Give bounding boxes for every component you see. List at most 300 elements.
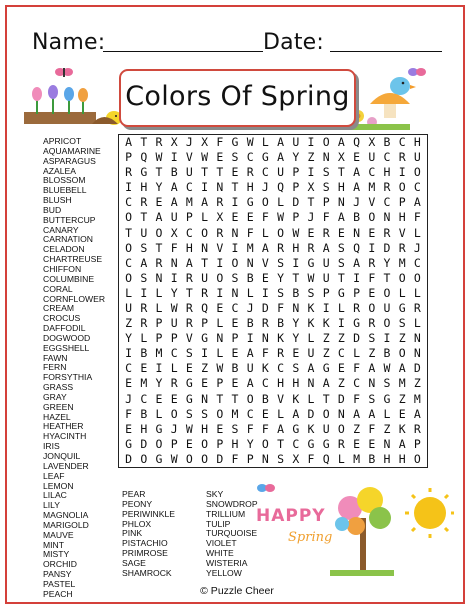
grid-letter[interactable]: N [292, 300, 300, 315]
grid-letter[interactable]: A [277, 421, 285, 436]
grid-letter[interactable]: T [231, 391, 239, 406]
grid-letter[interactable]: A [368, 406, 376, 421]
grid-letter[interactable]: A [185, 255, 193, 270]
grid-letter[interactable]: L [155, 406, 163, 421]
grid-letter[interactable]: O [125, 270, 133, 285]
grid-letter[interactable]: L [140, 331, 148, 346]
grid-letter[interactable]: Z [307, 150, 315, 165]
grid-letter[interactable]: G [140, 165, 148, 180]
grid-letter[interactable]: G [353, 316, 361, 331]
grid-letter[interactable]: F [353, 391, 361, 406]
grid-letter[interactable]: N [337, 406, 345, 421]
grid-letter[interactable]: M [413, 391, 421, 406]
grid-letter[interactable]: L [413, 225, 421, 240]
grid-letter[interactable]: L [216, 346, 224, 361]
grid-letter[interactable]: M [353, 451, 361, 466]
grid-letter[interactable]: N [383, 436, 391, 451]
grid-letter[interactable]: I [201, 346, 209, 361]
grid-letter[interactable]: A [246, 376, 254, 391]
grid-letter[interactable]: S [337, 240, 345, 255]
grid-letter[interactable]: O [261, 195, 269, 210]
grid-letter[interactable]: W [292, 225, 300, 240]
grid-letter[interactable]: V [398, 225, 406, 240]
grid-letter[interactable]: S [140, 270, 148, 285]
grid-letter[interactable]: G [261, 150, 269, 165]
grid-letter[interactable]: S [277, 255, 285, 270]
grid-letter[interactable]: Z [322, 331, 330, 346]
grid-letter[interactable]: A [353, 255, 361, 270]
grid-letter[interactable]: P [322, 285, 330, 300]
grid-letter[interactable]: J [170, 421, 178, 436]
grid-letter[interactable]: E [337, 225, 345, 240]
grid-letter[interactable]: S [322, 180, 330, 195]
grid-letter[interactable]: E [261, 406, 269, 421]
grid-letter[interactable]: O [413, 451, 421, 466]
grid-letter[interactable]: E [125, 376, 133, 391]
grid-letter[interactable]: T [337, 165, 345, 180]
grid-letter[interactable]: R [140, 300, 148, 315]
grid-letter[interactable]: S [368, 391, 376, 406]
grid-letter[interactable]: H [337, 180, 345, 195]
grid-letter[interactable]: E [353, 436, 361, 451]
grid-letter[interactable]: L [413, 316, 421, 331]
grid-letter[interactable]: E [216, 421, 224, 436]
grid-letter[interactable]: T [307, 195, 315, 210]
grid-letter[interactable]: R [201, 285, 209, 300]
grid-letter[interactable]: S [307, 285, 315, 300]
grid-letter[interactable]: O [368, 300, 376, 315]
grid-letter[interactable]: R [277, 346, 285, 361]
grid-letter[interactable]: U [383, 300, 391, 315]
grid-letter[interactable]: O [185, 451, 193, 466]
grid-letter[interactable]: N [322, 150, 330, 165]
grid-letter[interactable]: P [155, 331, 163, 346]
grid-letter[interactable]: K [307, 300, 315, 315]
grid-letter[interactable]: G [246, 195, 254, 210]
grid-letter[interactable]: A [125, 135, 133, 149]
grid-letter[interactable]: O [398, 270, 406, 285]
grid-letter[interactable]: H [398, 451, 406, 466]
grid-letter[interactable]: K [322, 316, 330, 331]
grid-letter[interactable]: O [413, 165, 421, 180]
grid-letter[interactable]: O [155, 436, 163, 451]
grid-letter[interactable]: R [368, 316, 376, 331]
grid-letter[interactable]: E [261, 270, 269, 285]
grid-letter[interactable]: S [185, 406, 193, 421]
grid-letter[interactable]: D [125, 451, 133, 466]
grid-letter[interactable]: S [368, 331, 376, 346]
grid-letter[interactable]: K [292, 391, 300, 406]
grid-letter[interactable]: H [277, 376, 285, 391]
grid-letter[interactable]: A [277, 135, 285, 149]
grid-letter[interactable]: I [292, 255, 300, 270]
grid-letter[interactable]: V [368, 195, 376, 210]
grid-letter[interactable]: U [322, 270, 330, 285]
grid-letter[interactable]: I [322, 300, 330, 315]
grid-letter[interactable]: G [185, 376, 193, 391]
grid-letter[interactable]: Z [125, 316, 133, 331]
grid-letter[interactable]: C [383, 195, 391, 210]
grid-letter[interactable]: L [125, 285, 133, 300]
grid-letter[interactable]: O [368, 210, 376, 225]
grid-letter[interactable]: Q [322, 451, 330, 466]
grid-letter[interactable]: C [170, 346, 178, 361]
grid-letter[interactable]: H [292, 376, 300, 391]
grid-letter[interactable]: H [292, 240, 300, 255]
grid-letter[interactable]: H [201, 421, 209, 436]
grid-letter[interactable]: L [398, 285, 406, 300]
grid-letter[interactable]: T [140, 210, 148, 225]
grid-letter[interactable]: G [155, 421, 163, 436]
grid-letter[interactable]: B [261, 391, 269, 406]
grid-letter[interactable]: H [398, 210, 406, 225]
grid-letter[interactable]: O [322, 406, 330, 421]
grid-letter[interactable]: F [261, 421, 269, 436]
grid-letter[interactable]: A [353, 180, 361, 195]
grid-letter[interactable]: K [261, 361, 269, 376]
grid-letter[interactable]: R [185, 316, 193, 331]
grid-letter[interactable]: L [337, 300, 345, 315]
grid-letter[interactable]: F [231, 451, 239, 466]
grid-letter[interactable]: O [398, 346, 406, 361]
grid-letter[interactable]: T [125, 225, 133, 240]
grid-letter[interactable]: G [292, 421, 300, 436]
grid-letter[interactable]: E [368, 436, 376, 451]
grid-letter[interactable]: C [231, 300, 239, 315]
grid-letter[interactable]: F [277, 300, 285, 315]
grid-letter[interactable]: O [383, 316, 391, 331]
grid-letter[interactable]: L [246, 285, 254, 300]
grid-letter[interactable]: N [337, 195, 345, 210]
grid-letter[interactable]: V [185, 150, 193, 165]
grid-letter[interactable]: H [140, 180, 148, 195]
grid-letter[interactable]: X [307, 180, 315, 195]
grid-letter[interactable]: D [216, 451, 224, 466]
grid-letter[interactable]: Q [277, 180, 285, 195]
grid-letter[interactable]: A [170, 180, 178, 195]
grid-letter[interactable]: H [246, 180, 254, 195]
grid-letter[interactable]: P [170, 331, 178, 346]
grid-letter[interactable]: U [368, 150, 376, 165]
grid-letter[interactable]: B [231, 361, 239, 376]
grid-letter[interactable]: C [353, 376, 361, 391]
grid-letter[interactable]: I [125, 180, 133, 195]
grid-letter[interactable]: T [201, 255, 209, 270]
grid-letter[interactable]: W [170, 300, 178, 315]
grid-letter[interactable]: Z [398, 391, 406, 406]
grid-letter[interactable]: D [292, 195, 300, 210]
grid-letter[interactable]: B [292, 285, 300, 300]
grid-letter[interactable]: X [170, 135, 178, 149]
grid-letter[interactable]: X [368, 135, 376, 149]
grid-letter[interactable]: P [322, 195, 330, 210]
grid-letter[interactable]: J [246, 300, 254, 315]
grid-letter[interactable]: R [140, 195, 148, 210]
grid-letter[interactable]: T [216, 391, 224, 406]
grid-letter[interactable]: W [216, 361, 224, 376]
grid-letter[interactable]: E [216, 150, 224, 165]
grid-letter[interactable]: T [337, 270, 345, 285]
grid-letter[interactable]: Y [383, 255, 391, 270]
grid-letter[interactable]: R [277, 240, 285, 255]
grid-letter[interactable]: F [125, 406, 133, 421]
grid-letter[interactable]: C [185, 180, 193, 195]
grid-letter[interactable]: P [216, 436, 224, 451]
grid-letter[interactable]: G [398, 300, 406, 315]
grid-letter[interactable]: E [140, 361, 148, 376]
grid-letter[interactable]: E [185, 436, 193, 451]
grid-letter[interactable]: N [231, 225, 239, 240]
grid-letter[interactable]: K [307, 316, 315, 331]
grid-letter[interactable]: F [216, 135, 224, 149]
grid-letter[interactable]: W [185, 421, 193, 436]
grid-letter[interactable]: R [155, 255, 163, 270]
grid-letter[interactable]: S [277, 451, 285, 466]
grid-letter[interactable]: A [201, 195, 209, 210]
grid-letter[interactable]: P [231, 331, 239, 346]
grid-letter[interactable]: A [246, 346, 254, 361]
grid-letter[interactable]: C [140, 391, 148, 406]
grid-letter[interactable]: A [322, 240, 330, 255]
grid-letter[interactable]: I [201, 180, 209, 195]
grid-letter[interactable]: E [231, 165, 239, 180]
grid-letter[interactable]: P [292, 210, 300, 225]
grid-letter[interactable]: T [140, 135, 148, 149]
grid-letter[interactable]: F [246, 421, 254, 436]
grid-letter[interactable]: A [398, 436, 406, 451]
grid-letter[interactable]: A [277, 150, 285, 165]
grid-letter[interactable]: G [125, 436, 133, 451]
grid-letter[interactable]: E [170, 391, 178, 406]
grid-letter[interactable]: M [185, 195, 193, 210]
grid-letter[interactable]: R [246, 165, 254, 180]
grid-letter[interactable]: C [383, 150, 391, 165]
grid-letter[interactable]: E [155, 391, 163, 406]
grid-letter[interactable]: C [413, 255, 421, 270]
grid-letter[interactable]: J [307, 210, 315, 225]
grid-letter[interactable]: K [277, 331, 285, 346]
grid-letter[interactable]: O [413, 270, 421, 285]
grid-letter[interactable]: H [185, 240, 193, 255]
grid-letter[interactable]: N [261, 331, 269, 346]
grid-letter[interactable]: D [140, 436, 148, 451]
grid-letter[interactable]: P [353, 285, 361, 300]
grid-letter[interactable]: R [216, 195, 224, 210]
grid-letter[interactable]: V [216, 240, 224, 255]
grid-letter[interactable]: T [383, 270, 391, 285]
grid-letter[interactable]: G [307, 255, 315, 270]
grid-letter[interactable]: N [201, 391, 209, 406]
grid-letter[interactable]: F [170, 240, 178, 255]
grid-letter[interactable]: D [337, 391, 345, 406]
grid-letter[interactable]: O [277, 225, 285, 240]
grid-letter[interactable]: C [246, 406, 254, 421]
grid-letter[interactable]: I [337, 316, 345, 331]
grid-letter[interactable]: A [140, 255, 148, 270]
grid-letter[interactable]: A [155, 210, 163, 225]
grid-letter[interactable]: D [413, 361, 421, 376]
grid-letter[interactable]: H [231, 436, 239, 451]
grid-letter[interactable]: Z [368, 346, 376, 361]
grid-letter[interactable]: T [201, 165, 209, 180]
grid-letter[interactable]: X [201, 135, 209, 149]
grid-letter[interactable]: G [322, 361, 330, 376]
grid-letter[interactable]: Y [170, 285, 178, 300]
grid-letter[interactable]: W [277, 210, 285, 225]
grid-letter[interactable]: S [322, 165, 330, 180]
grid-letter[interactable]: T [185, 285, 193, 300]
grid-letter[interactable]: P [185, 210, 193, 225]
grid-letter[interactable]: Q [140, 150, 148, 165]
grid-letter[interactable]: R [413, 300, 421, 315]
grid-letter[interactable]: U [170, 210, 178, 225]
grid-letter[interactable]: Y [155, 180, 163, 195]
grid-letter[interactable]: N [383, 210, 391, 225]
grid-letter[interactable]: Q [353, 135, 361, 149]
grid-letter[interactable]: G [337, 285, 345, 300]
grid-letter[interactable]: I [383, 331, 391, 346]
grid-letter[interactable]: B [140, 406, 148, 421]
grid-letter[interactable]: R [216, 225, 224, 240]
grid-letter[interactable]: L [155, 300, 163, 315]
grid-letter[interactable]: S [383, 376, 391, 391]
grid-letter[interactable]: S [398, 316, 406, 331]
grid-letter[interactable]: Y [246, 436, 254, 451]
grid-letter[interactable]: P [292, 180, 300, 195]
grid-letter[interactable]: I [246, 331, 254, 346]
grid-letter[interactable]: I [307, 165, 315, 180]
grid-letter[interactable]: N [246, 255, 254, 270]
grid-letter[interactable]: L [307, 331, 315, 346]
grid-letter[interactable]: G [307, 436, 315, 451]
grid-letter[interactable]: Z [413, 376, 421, 391]
grid-letter[interactable]: F [307, 451, 315, 466]
grid-letter[interactable]: B [246, 316, 254, 331]
grid-letter[interactable]: L [353, 346, 361, 361]
grid-letter[interactable]: U [292, 135, 300, 149]
grid-letter[interactable]: G [383, 391, 391, 406]
grid-letter[interactable]: E [201, 376, 209, 391]
grid-letter[interactable]: R [398, 150, 406, 165]
grid-letter[interactable]: I [353, 270, 361, 285]
grid-letter[interactable]: P [292, 165, 300, 180]
grid-letter[interactable]: E [246, 210, 254, 225]
grid-letter[interactable]: Y [277, 270, 285, 285]
grid-letter[interactable]: I [398, 165, 406, 180]
grid-letter[interactable]: I [231, 195, 239, 210]
grid-letter[interactable]: E [125, 421, 133, 436]
grid-letter[interactable]: L [170, 361, 178, 376]
grid-letter[interactable]: S [185, 346, 193, 361]
grid-letter[interactable]: I [216, 285, 224, 300]
grid-letter[interactable]: A [170, 195, 178, 210]
grid-letter[interactable]: I [368, 240, 376, 255]
grid-letter[interactable]: E [216, 300, 224, 315]
grid-letter[interactable]: R [368, 255, 376, 270]
grid-letter[interactable]: I [155, 361, 163, 376]
grid-letter[interactable]: W [201, 150, 209, 165]
grid-letter[interactable]: A [353, 406, 361, 421]
grid-letter[interactable]: C [125, 195, 133, 210]
grid-letter[interactable]: S [231, 150, 239, 165]
grid-letter[interactable]: D [383, 240, 391, 255]
grid-letter[interactable]: P [398, 195, 406, 210]
grid-letter[interactable]: O [261, 436, 269, 451]
grid-letter[interactable]: S [201, 406, 209, 421]
grid-letter[interactable]: H [383, 165, 391, 180]
grid-letter[interactable]: M [398, 376, 406, 391]
grid-letter[interactable]: M [368, 180, 376, 195]
grid-letter[interactable]: N [216, 331, 224, 346]
grid-letter[interactable]: M [231, 406, 239, 421]
grid-letter[interactable]: A [307, 361, 315, 376]
grid-letter[interactable]: A [368, 361, 376, 376]
grid-letter[interactable]: P [201, 316, 209, 331]
grid-letter[interactable]: P [216, 376, 224, 391]
grid-letter[interactable]: S [292, 361, 300, 376]
grid-letter[interactable]: R [383, 225, 391, 240]
grid-letter[interactable]: S [277, 285, 285, 300]
grid-letter[interactable]: N [413, 331, 421, 346]
grid-letter[interactable]: E [231, 376, 239, 391]
grid-letter[interactable]: F [368, 421, 376, 436]
grid-letter[interactable]: J [125, 391, 133, 406]
grid-letter[interactable]: B [383, 346, 391, 361]
grid-letter[interactable]: C [292, 436, 300, 451]
grid-letter[interactable]: R [140, 316, 148, 331]
grid-letter[interactable]: V [277, 391, 285, 406]
grid-letter[interactable]: G [322, 436, 330, 451]
grid-letter[interactable]: I [216, 255, 224, 270]
grid-letter[interactable]: A [413, 406, 421, 421]
letter-grid[interactable] [118, 134, 428, 468]
grid-letter[interactable]: R [155, 135, 163, 149]
grid-letter[interactable]: V [261, 255, 269, 270]
grid-letter[interactable]: U [307, 346, 315, 361]
grid-letter[interactable]: R [185, 300, 193, 315]
grid-letter[interactable]: A [261, 240, 269, 255]
grid-letter[interactable]: O [216, 406, 224, 421]
grid-letter[interactable]: E [231, 346, 239, 361]
grid-letter[interactable]: X [216, 210, 224, 225]
grid-letter[interactable]: U [246, 361, 254, 376]
grid-letter[interactable]: E [368, 285, 376, 300]
grid-letter[interactable]: Z [337, 376, 345, 391]
grid-letter[interactable]: O [231, 255, 239, 270]
grid-letter[interactable]: D [307, 406, 315, 421]
grid-letter[interactable]: A [398, 361, 406, 376]
grid-letter[interactable]: R [398, 240, 406, 255]
grid-letter[interactable]: W [383, 361, 391, 376]
grid-letter[interactable]: R [307, 240, 315, 255]
grid-letter[interactable]: X [170, 225, 178, 240]
grid-letter[interactable]: X [292, 451, 300, 466]
grid-letter[interactable]: C [413, 180, 421, 195]
grid-letter[interactable]: Y [292, 316, 300, 331]
grid-letter[interactable]: R [337, 436, 345, 451]
grid-letter[interactable]: O [125, 240, 133, 255]
grid-letter[interactable]: C [125, 361, 133, 376]
grid-letter[interactable]: L [383, 406, 391, 421]
grid-letter[interactable]: N [155, 270, 163, 285]
grid-letter[interactable]: C [368, 165, 376, 180]
grid-letter[interactable]: P [170, 436, 178, 451]
grid-letter[interactable]: F [322, 210, 330, 225]
grid-letter[interactable]: N [261, 451, 269, 466]
grid-letter[interactable]: O [246, 391, 254, 406]
grid-letter[interactable]: E [231, 210, 239, 225]
grid-letter[interactable]: O [201, 436, 209, 451]
